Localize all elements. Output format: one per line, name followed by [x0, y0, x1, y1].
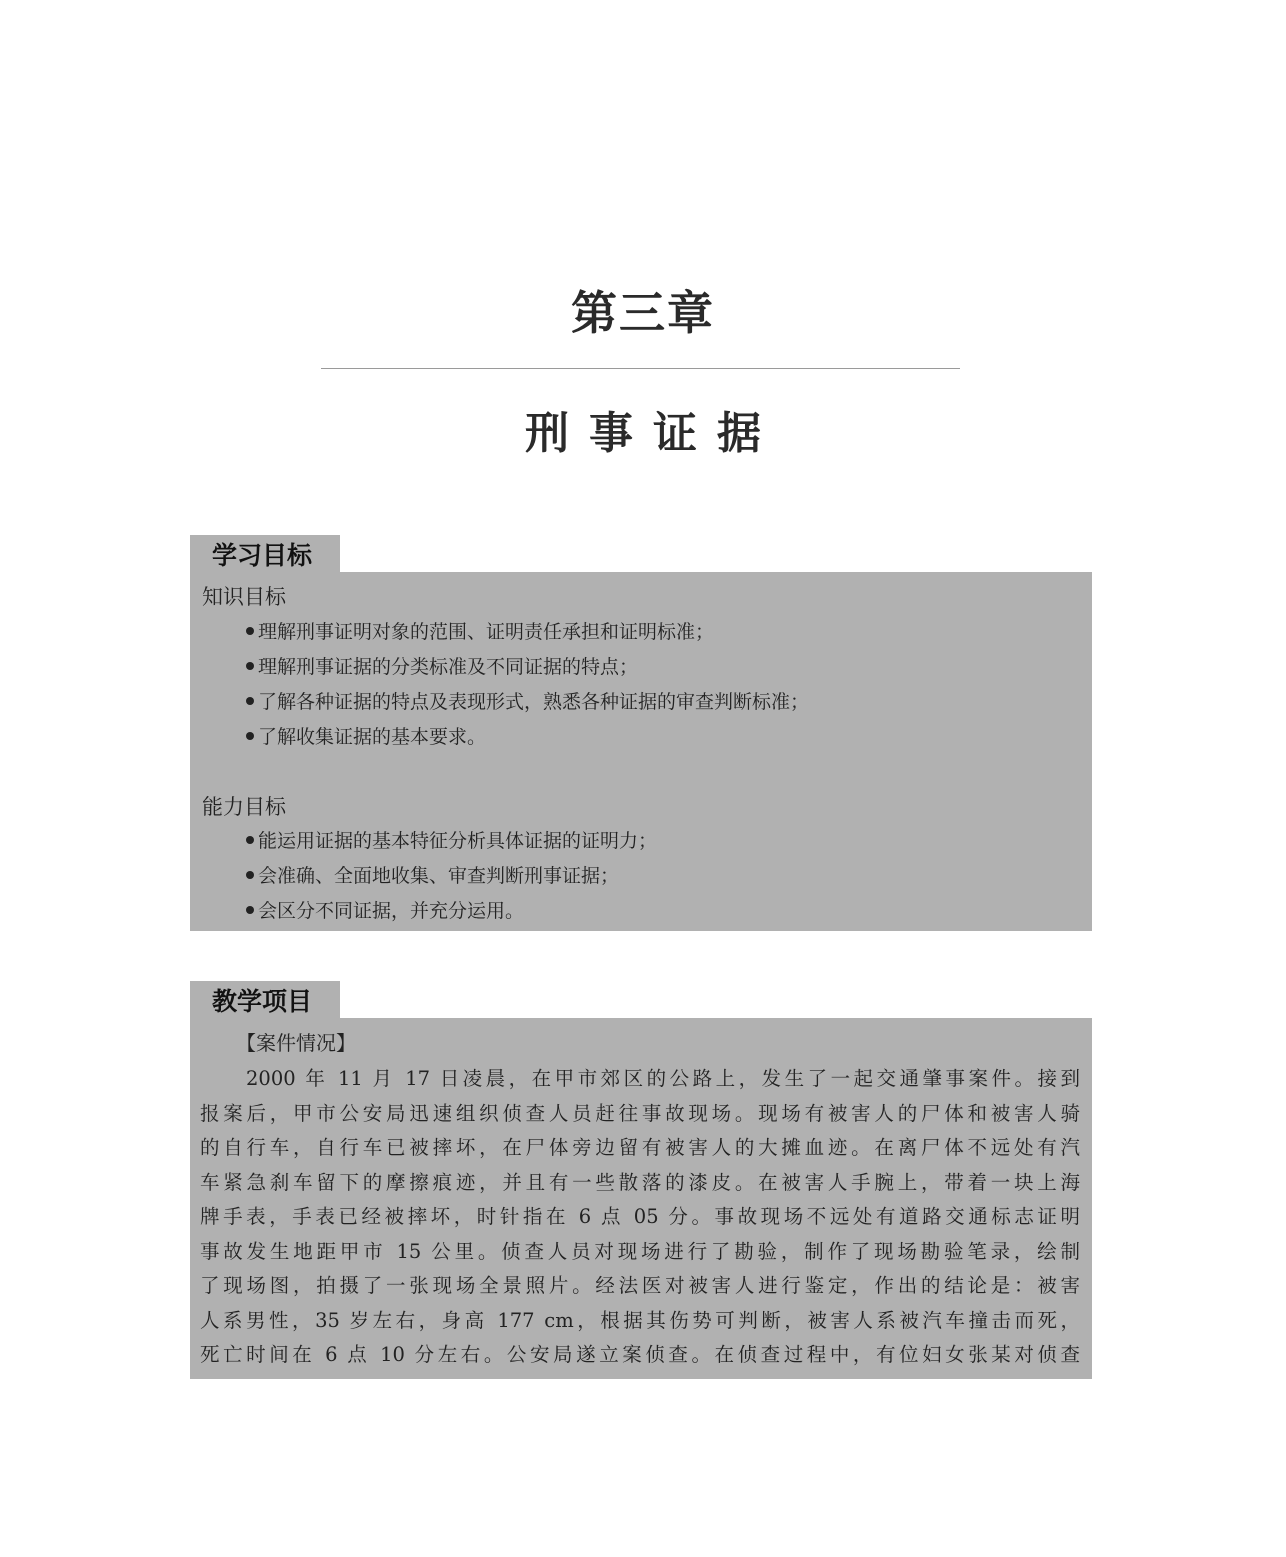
bullet-icon	[246, 627, 254, 635]
list-item	[246, 824, 657, 859]
case-line: 死亡时间在 6 点 10 分左右。公安局遂立案侦查。在侦查过程中，有位妇女张某对侦查	[200, 1343, 1080, 1366]
knowledge-objectives-heading: 知识目标	[202, 585, 286, 609]
list-item	[246, 859, 657, 894]
teaching-project-panel	[190, 1018, 1092, 1379]
case-line: 人系男性，35 岁左右，身高 177 cm，根据其伤势可判断，被害人系被汽车撞击而死，	[200, 1308, 1080, 1332]
case-line: 了现场图，拍摄了一张现场全景照片。经法医对被害人进行鉴定，作出的结论是：被害	[200, 1274, 1080, 1297]
list-item-text: 理解刑事证明对象的范围、证明责任承担和证明标准；	[258, 621, 715, 643]
list-item-text: 会准确、全面地收集、审查判断刑事证据；	[258, 865, 620, 887]
bullet-icon	[246, 906, 254, 914]
list-item	[246, 720, 809, 755]
chapter-divider	[321, 368, 960, 369]
ability-objectives-list	[246, 824, 657, 929]
list-item-text: 理解刑事证据的分类标准及不同证据的特点；	[258, 656, 639, 678]
case-line: 车紧急刹车留下的摩擦痕迹，并且有一些散落的漆皮。在被害人手腕上，带着一块上海	[200, 1170, 1080, 1194]
list-item	[246, 615, 809, 650]
learning-objectives-panel	[190, 572, 1092, 931]
case-line: 事故发生地距甲市 15 公里。侦查人员对现场进行了勘验，制作了现场勘验笔录，绘制	[200, 1239, 1080, 1263]
case-line: 2000 年 11 月 17 日凌晨，在甲市郊区的公路上，发生了一起交通肇事案件。接到	[246, 1067, 1080, 1090]
case-situation-label: 【案件情况】	[236, 1031, 356, 1055]
chapter-title: 刑事证据	[525, 408, 781, 459]
learning-objectives-tab: 学习目标	[190, 535, 340, 573]
bullet-icon	[246, 662, 254, 670]
case-line: 的自行车，自行车已被摔坏，在尸体旁边留有被害人的大摊血迹。在离尸体不远处有汽	[200, 1136, 1080, 1159]
knowledge-objectives-list	[246, 615, 809, 755]
list-item-text: 了解各种证据的特点及表现形式，熟悉各种证据的审查判断标准；	[258, 691, 810, 713]
case-line: 报案后，甲市公安局迅速组织侦查人员赶往事故现场。现场有被害人的尸体和被害人骑	[200, 1101, 1080, 1125]
case-line: 牌手表，手表已经被摔坏，时针指在 6 点 05 分。事故现场不远处有道路交通标志证明	[200, 1205, 1080, 1228]
chapter-number: 第三章	[571, 286, 715, 340]
bullet-icon	[246, 836, 254, 844]
teaching-project-tab: 教学项目	[190, 981, 340, 1019]
list-item	[246, 894, 657, 929]
bullet-icon	[246, 871, 254, 879]
list-item	[246, 685, 809, 720]
case-description	[200, 1062, 1080, 1373]
list-item	[246, 650, 809, 685]
ability-objectives-heading: 能力目标	[202, 795, 286, 819]
list-item-text: 会区分不同证据，并充分运用。	[258, 900, 525, 922]
list-item-text: 能运用证据的基本特征分析具体证据的证明力；	[258, 830, 658, 852]
bullet-icon	[246, 697, 254, 705]
bullet-icon	[246, 732, 254, 740]
list-item-text: 了解收集证据的基本要求。	[258, 726, 487, 748]
